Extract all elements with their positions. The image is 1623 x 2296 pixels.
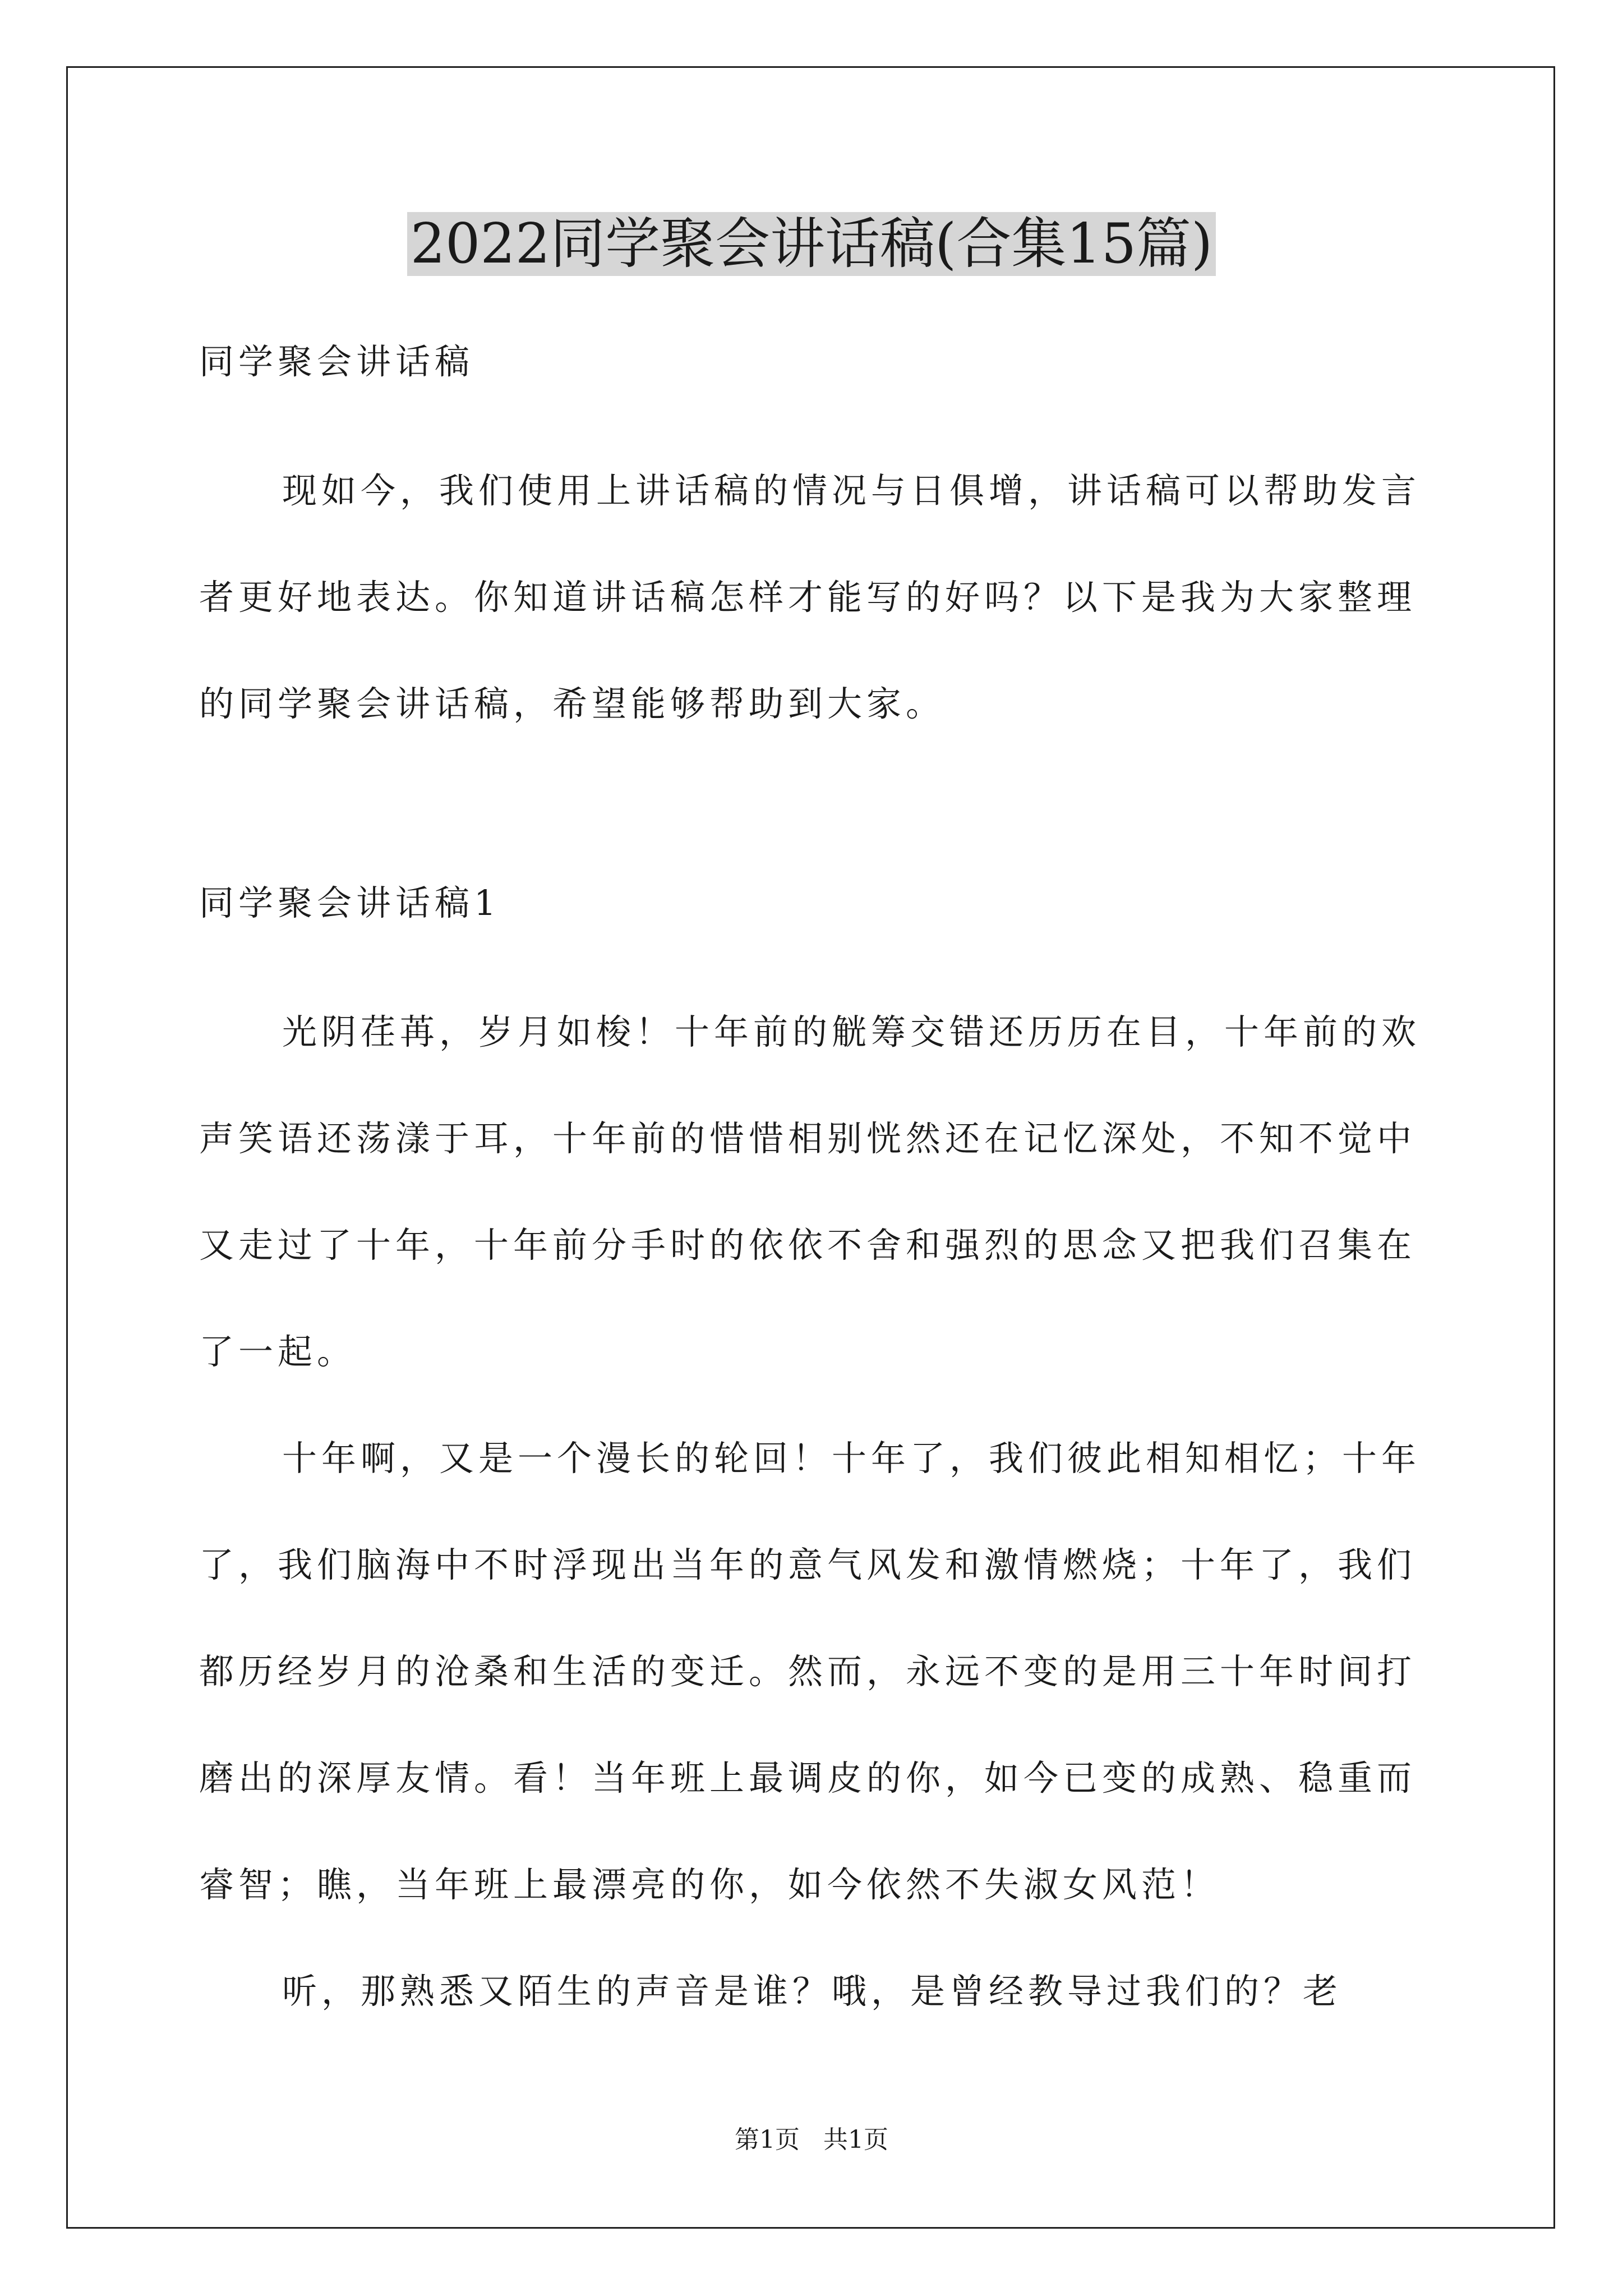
page-footer [0,2123,1623,2157]
document-title [0,210,1623,278]
section1-paragraph-3: 听，那熟悉又陌生的声音是谁？哦，是曾经教导过我们的？老 [282,1971,1343,2012]
intro-paragraph: 现如今，我们使用上讲话稿的情况与日俱增，讲话稿可以帮助发言者更好地表达。你知道讲话稿怎样才能写的好吗？以下是我为大家整理的同学聚会讲话稿，希望能够帮助到大家。 [199,470,1421,724]
section1-heading: 同学聚会讲话稿1 [199,882,501,923]
section1-paragraph-1: 光阴荏苒，岁月如梭！十年前的觥筹交错还历历在目，十年前的欢声笑语还荡漾于耳，十年前的惜惜相别恍然还在记忆深处，不知不觉中又走过了十年，十年前分手时的依依不舍和强烈的思念又把我们召集在了一起。 [199,1011,1421,1372]
page-current: 第1页 [735,2125,800,2154]
section1-paragraph-2: 十年啊，又是一个漫长的轮回！十年了，我们彼此相知相忆；十年了，我们脑海中不时浮现出当年的意气风发和激情燃烧；十年了，我们都历经岁月的沧桑和生活的变迁。然而，永远不变的是用三十年时间打磨出的深厚友情。看！当年班上最调皮的你，如今已变的成熟、稳重而睿智；瞧，当年班上最漂亮的你，如今依然不失淑女风范！ [199,1438,1421,1905]
page-total: 共1页 [823,2125,888,2154]
intro-heading: 同学聚会讲话稿 [199,341,474,382]
title-text: 2022同学聚会讲话稿(合集15篇) [407,212,1216,276]
